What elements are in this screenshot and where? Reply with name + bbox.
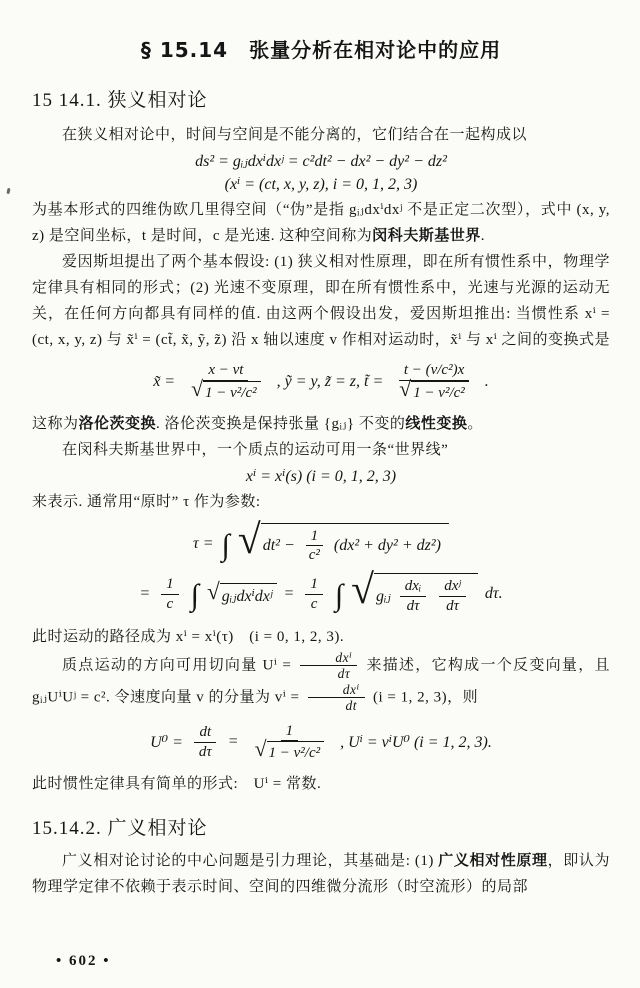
- paragraph-general-relativity: [32, 848, 610, 900]
- paragraph-pseudo-euclidean-text: 为基本形式的四维伪欧几里得空间（“伪”是指 gᵢⱼdxⁱdxʲ 不是正定二次型），式中 (x, y, z) 是空间坐标，t 是时间，c 是光速. 这种空间称为: [32, 202, 610, 244]
- section-heading-general-relativity: 15.14.2. 广义相对论: [32, 818, 208, 840]
- tangent-fraction-2: [308, 682, 365, 714]
- sqrt-icon: √: [399, 376, 412, 401]
- paragraph-intro: 在狭义相对论中，时间与空间是不能分离的，它们结合在一起构成以: [62, 127, 528, 143]
- lorentz-name-period: 。: [467, 415, 483, 432]
- tangent-text-3: (i = 1, 2, 3)，则: [373, 688, 479, 705]
- tau2-1c-a-numerator: 1: [161, 575, 179, 595]
- sqrt-icon: √: [206, 578, 220, 605]
- u0-gamma-numerator: 1: [281, 722, 299, 742]
- tau2-1c-b-denominator: c: [310, 595, 318, 612]
- u0-gamma-fraction: [250, 722, 330, 764]
- paragraph-pseudo-euclidean-period: .: [480, 228, 485, 244]
- lorentz-fraction-x-numerator: x − vt: [203, 361, 248, 381]
- formula-lorentz-transform: [32, 361, 610, 403]
- tangent-fraction-1: [300, 650, 357, 682]
- lorentz-period: .: [484, 372, 489, 390]
- paragraph-world-line: 在闵科夫斯基世界中，一个质点的运动可用一条“世界线”: [62, 441, 449, 458]
- u0-equals: =: [227, 733, 239, 751]
- formula-world-line-text: xⁱ = xⁱ(s) (i = 0, 1, 2, 3): [245, 467, 397, 485]
- lorentz-fraction-t-numerator: t − (v/c²)x: [399, 361, 469, 381]
- tau2-1c-a-denominator: c: [166, 595, 174, 612]
- tangent-fraction-2-denominator: dt: [345, 698, 358, 714]
- paragraph-pseudo-euclidean: [32, 197, 610, 249]
- tau2-dxdtau-b-denominator: dτ: [446, 597, 460, 614]
- sqrt-icon: √: [237, 515, 261, 562]
- lorentz-fraction-t-denominator: 1 − v²/c²: [411, 381, 469, 403]
- formula-coordinates-text: (xⁱ = (ct, x, y, z), i = 0, 1, 2, 3): [224, 176, 418, 193]
- tau2-fraction-1c-b: [305, 575, 323, 614]
- u0-dtdtau-denominator: dτ: [198, 743, 212, 760]
- formula-tau-line1: [32, 515, 610, 566]
- u0-tail: , Uⁱ = vⁱU⁰ (i = 1, 2, 3).: [340, 734, 492, 752]
- integral-icon: ∫: [190, 578, 199, 613]
- tau2-1c-b-numerator: 1: [305, 575, 323, 595]
- tau2-equals-2: =: [283, 585, 295, 603]
- tangent-fraction-1-denominator: dτ: [337, 666, 351, 682]
- lorentz-fraction-t: [394, 361, 474, 403]
- integral-icon: ∫: [334, 578, 344, 613]
- tau-radicand-a: dt² −: [262, 536, 295, 554]
- tangent-fraction-1-numerator: dxⁱ: [300, 650, 357, 667]
- tau2-fraction-1c-a: [161, 575, 179, 614]
- tangent-text-1: 质点运动的方向可用切向量 Uⁱ =: [62, 656, 292, 673]
- section-heading-special-relativity: 15 14.1. 狭义相对论: [32, 90, 208, 111]
- tau2-radicand-2-gij: gᵢⱼ: [375, 588, 391, 606]
- page-number: • 602 •: [56, 953, 111, 969]
- lorentz-lhs: x̃ =: [153, 372, 176, 390]
- tau2-equals: =: [139, 585, 151, 603]
- general-relativity-text-1: 广义相对论讨论的中心问题是引力理论，其基础是: (1): [62, 853, 439, 870]
- formula-tau-line2: [32, 566, 610, 616]
- tau2-dtau-tail: dτ.: [484, 585, 503, 603]
- paragraph-inertia-law: 此时惯性定律具有简单的形式: Uⁱ = 常数.: [32, 776, 322, 793]
- lorentz-middle: , ỹ = y, z̃ = z, t̃ =: [276, 372, 384, 390]
- tau2-dxdtau-fraction-b: [439, 577, 466, 616]
- lorentz-fraction-x-denominator: 1 − v²/c²: [203, 381, 261, 403]
- paragraph-proper-time: 来表示. 通常用“原时” τ 作为参数:: [32, 493, 261, 510]
- tau-inner-numerator: 1: [306, 527, 324, 547]
- sqrt-icon: √: [191, 376, 204, 401]
- tau2-dxdtau-a-numerator: dxᵢ: [400, 577, 427, 597]
- lorentz-name-middle: . 洛伦茨变换是保持张量 {gᵢⱼ} 不变的: [156, 415, 406, 432]
- u0-lhs: U⁰ =: [150, 734, 183, 752]
- tau-inner-denominator: c²: [308, 547, 320, 564]
- tau2-radicand-1: gᵢⱼdxⁱdxʲ: [220, 583, 277, 606]
- scan-speck: [6, 188, 10, 194]
- formula-coordinates: [32, 174, 610, 194]
- tangent-fraction-2-numerator: dxⁱ: [308, 682, 365, 699]
- term-linear-transform: 线性变换: [405, 415, 468, 432]
- sqrt-icon: √: [254, 737, 267, 762]
- tau-radicand-b: (dx² + dy² + dz²): [333, 536, 441, 554]
- tau2-dxdtau-a-denominator: dτ: [406, 597, 420, 614]
- tangent-text-2: 来描述，它构成一个反变向量，且 gᵢⱼUⁱUʲ = c². 令速度向量 v 的分量为 vⁱ =: [32, 656, 611, 705]
- formula-world-line: [32, 466, 610, 486]
- tau-lhs: τ =: [193, 534, 214, 552]
- formula-metric: [32, 151, 610, 171]
- integral-icon: ∫: [221, 527, 230, 562]
- tau-inner-fraction: [304, 527, 325, 566]
- paragraph-lorentz-name: [32, 411, 610, 437]
- term-lorentz-transform: 洛伦茨变换: [78, 415, 157, 432]
- formula-four-velocity: [32, 722, 610, 764]
- paragraph-path: 此时运动的路径成为 xⁱ = xⁱ(τ) (i = 0, 1, 2, 3).: [32, 628, 345, 645]
- term-minkowski-world: 闵科夫斯基世界: [372, 228, 481, 244]
- paragraph-einstein-postulates: 爱因斯坦提出了两个基本假设: (1) 狭义相对性原理，即在所有惯性系中，物理学定律具有相同的形式；(2) 光速不变原理，即在所有惯性系中，光速与光源的运动无关，在任何方向都具有同样的值. 由这两个假设出发，爱因斯坦推出: 当惯性系 xⁱ = (ct, x, y, z) 与 x̃ⁱ = (ct̃, x̃, ỹ, z̃) 沿 x 轴以速度 v 作相对运动时，x̃ⁱ 与 xⁱ 之间的变换式是: [32, 254, 610, 348]
- tau2-dxdtau-b-numerator: dxʲ: [439, 577, 466, 597]
- tau2-radical-2: [351, 566, 478, 616]
- sqrt-icon: √: [351, 566, 374, 612]
- lorentz-name-prefix: 这称为: [32, 415, 79, 432]
- term-general-relativity-principle: 广义相对性原理: [438, 853, 548, 870]
- paragraph-tangent-vector: [32, 650, 610, 714]
- lorentz-fraction-x: [186, 361, 266, 403]
- u0-fraction-dtdtau: [194, 723, 217, 762]
- u0-dtdtau-numerator: dt: [194, 723, 216, 743]
- tau2-radical-1: [206, 578, 277, 606]
- tau2-dxdtau-fraction-a: [400, 577, 427, 616]
- formula-metric-text: ds² = gᵢⱼdxⁱdxʲ = c²dt² − dx² − dy² − dz²: [195, 153, 447, 170]
- chapter-title: § 15.14 张量分析在相对论中的应用: [140, 38, 502, 62]
- general-relativity-text-2: ，即认为物理学定律不依赖于表示时间、空间的四维微分流形（时空流形）的局部: [32, 853, 610, 896]
- u0-gamma-denominator: 1 − v²/c²: [267, 741, 325, 763]
- tau-radical: [237, 515, 449, 566]
